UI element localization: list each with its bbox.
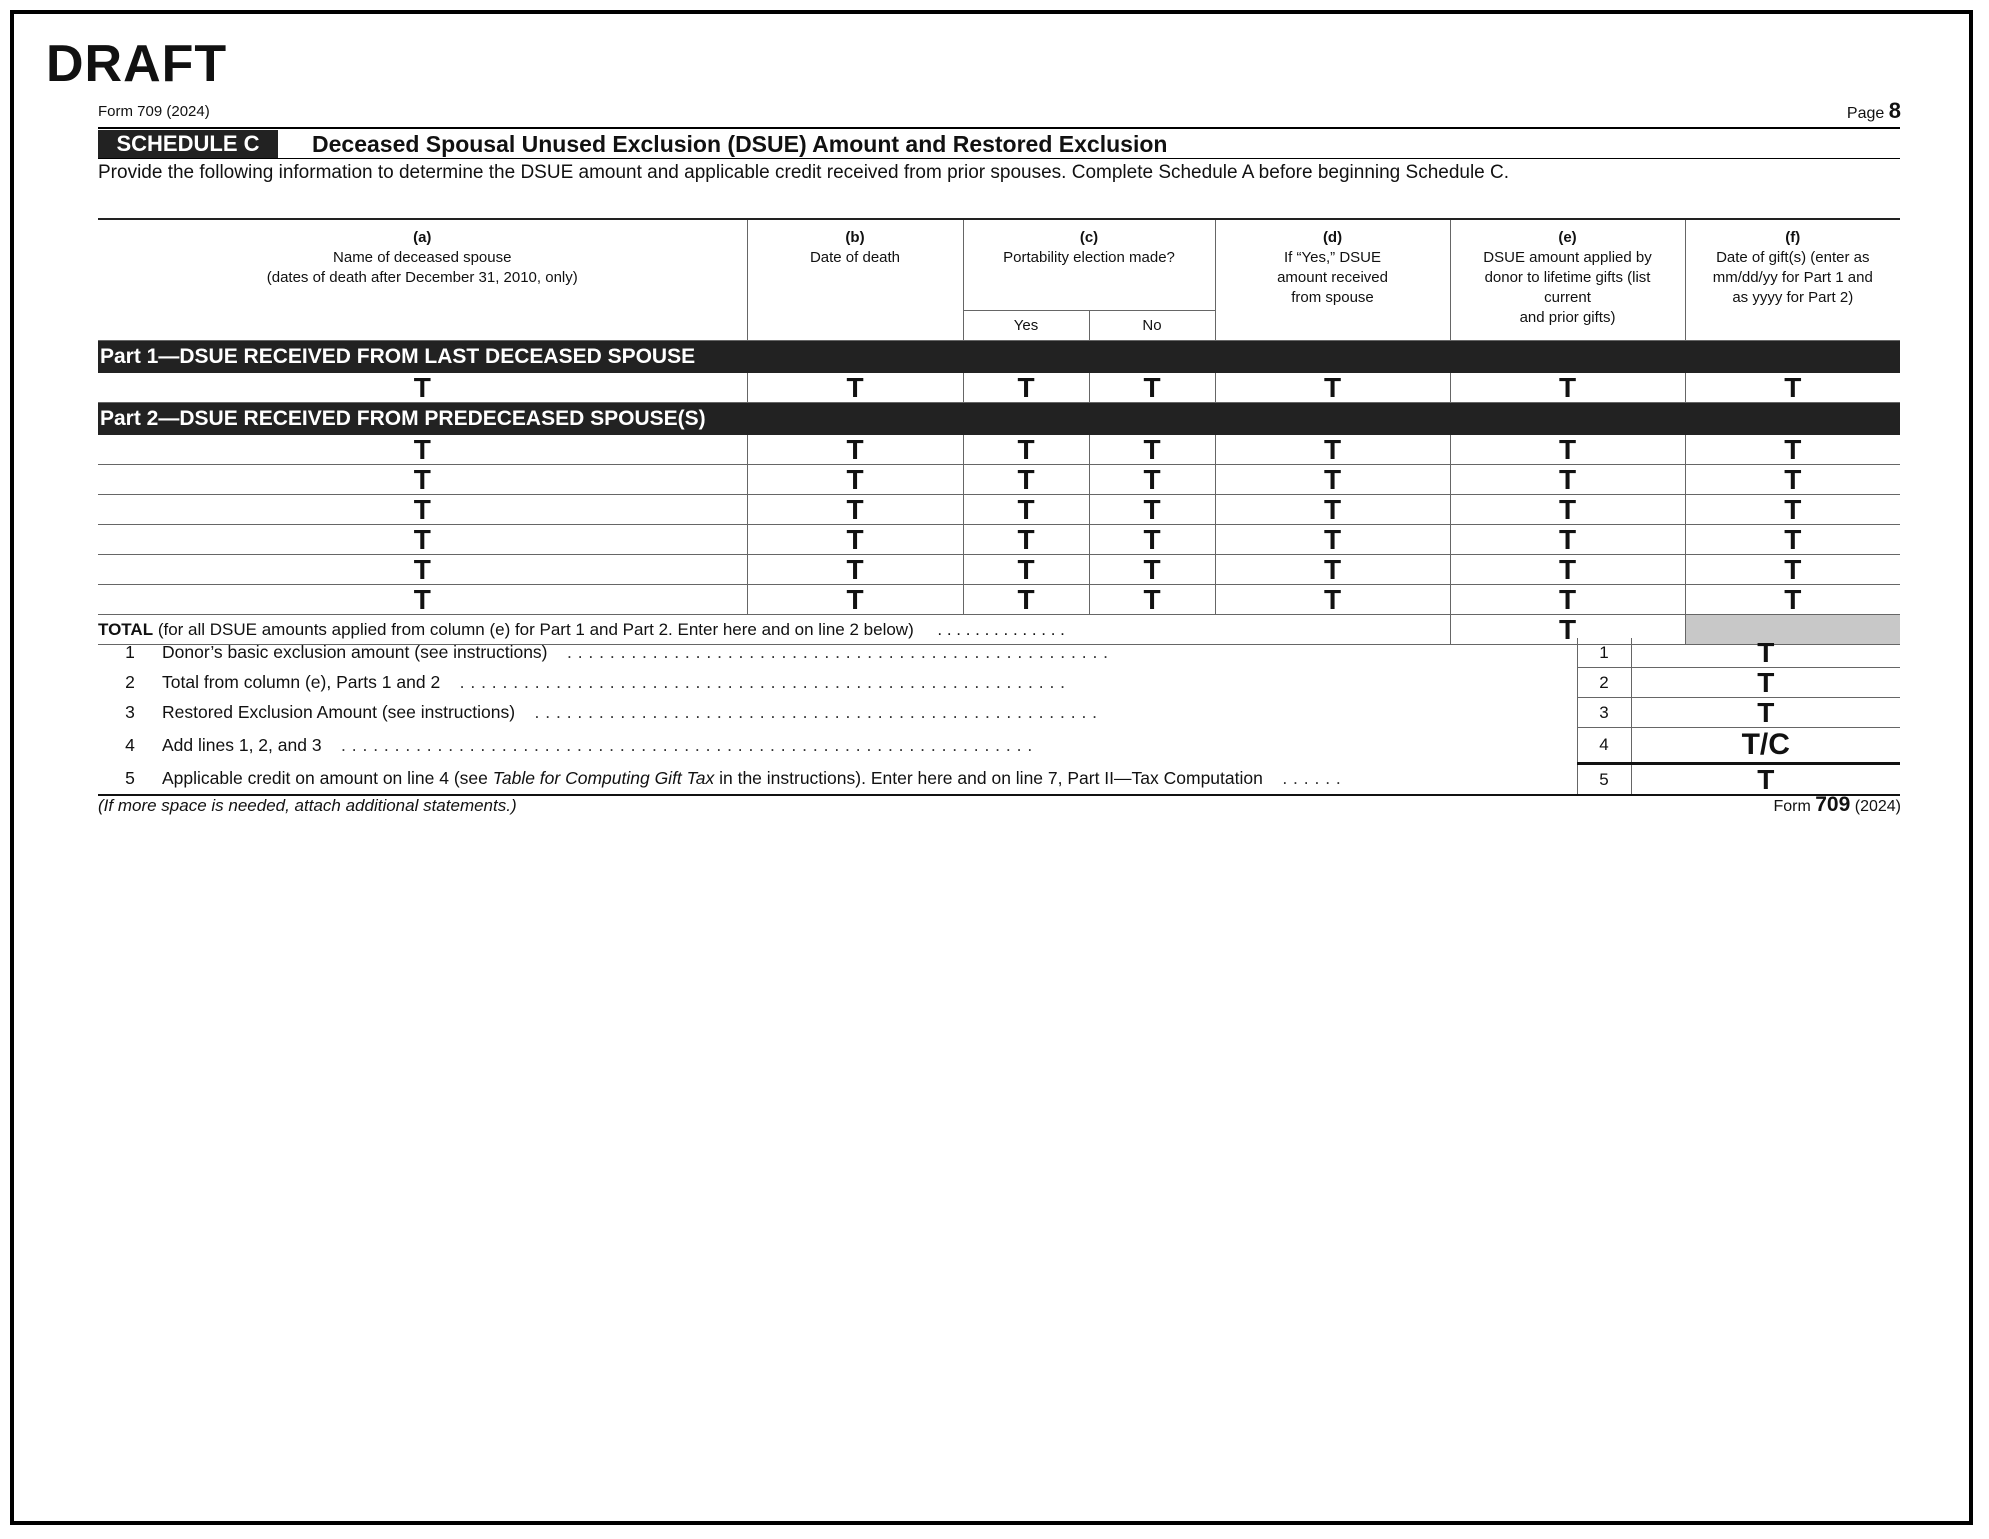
line-3-text: Restored Exclusion Amount (see instructions) . . . . . . . . . . . . . . . . . . . . . . . . . . . . . . . . . . . . . . . . . . . . . . . . . . . . . [162, 702, 1098, 722]
col-f-header: (f) Date of gift(s) (enter as mm/dd/yy for Part 1 and as yyyy for Part 2) [1685, 219, 1900, 341]
computation-lines [98, 638, 1900, 796]
line-1: 1 Donor’s basic exclusion amount (see instructions) . . . . . . . . . . . . . . . . . . . . . . . . . . . . . . . . . . . . . . . . . . . . . . . . . . . 1 T [98, 638, 1900, 668]
col-e-header: (e) DSUE amount applied by donor to lifetime gifts (list current and prior gifts) [1450, 219, 1685, 341]
col-c-no-header: No [1089, 311, 1215, 341]
line-3-field[interactable]: T [1631, 698, 1900, 728]
col-c-yes-header: Yes [963, 311, 1089, 341]
part1-header: Part 1—DSUE RECEIVED FROM LAST DECEASED SPOUSE [98, 341, 1900, 373]
part2-election-no-field[interactable]: T [1089, 495, 1215, 525]
part1-date-of-death-field[interactable]: T [747, 373, 963, 403]
dsue-table [98, 218, 1900, 645]
line-2-text: Total from column (e), Parts 1 and 2 . . . . . . . . . . . . . . . . . . . . . . . . . . . . . . . . . . . . . . . . . . . . . . . . . . . . . . . . . [162, 672, 1066, 692]
part2-date-of-death-field[interactable]: T [747, 585, 963, 615]
draft-watermark: DRAFT [46, 35, 228, 93]
part2-row [98, 585, 1900, 615]
part2-election-no-field[interactable]: T [1089, 435, 1215, 465]
part2-gift-date-field[interactable]: T [1685, 435, 1900, 465]
part2-row [98, 495, 1900, 525]
line-3: 3 Restored Exclusion Amount (see instructions) . . . . . . . . . . . . . . . . . . . . . . . . . . . . . . . . . . . . . . . . . . . . . . . . . . . . . 3 T [98, 698, 1900, 728]
total-label: TOTAL (for all DSUE amounts applied from column (e) for Part 1 and Part 2. Enter here and on line 2 below) . . . . . . . . . . . . . . [98, 615, 1450, 645]
line-2-field[interactable]: T [1631, 668, 1900, 698]
line-5-text: Applicable credit on amount on line 4 (see Table for Computing Gift Tax in the instructions). Enter here and on line 7, Part II—Tax Computation . . . . . . [162, 764, 1577, 796]
part2-election-no-field[interactable]: T [1089, 585, 1215, 615]
part2-row [98, 525, 1900, 555]
page-number: Page 8 [1846, 98, 1901, 123]
part2-dsue-received-field[interactable]: T [1215, 465, 1450, 495]
part2-date-of-death-field[interactable]: T [747, 495, 963, 525]
part2-gift-date-field[interactable]: T [1685, 495, 1900, 525]
line-2-box: 2 [1577, 668, 1631, 698]
part1-gift-date-field[interactable]: T [1685, 373, 1900, 403]
line-1-box: 1 [1577, 638, 1631, 668]
part2-gift-date-field[interactable]: T [1685, 465, 1900, 495]
part2-dsue-received-field[interactable]: T [1215, 525, 1450, 555]
part2-election-no-field[interactable]: T [1089, 525, 1215, 555]
col-d-header: (d) If “Yes,” DSUE amount received from spouse [1215, 219, 1450, 341]
part1-spouse-name-field[interactable]: T [98, 373, 747, 403]
part2-dsue-applied-field[interactable]: T [1450, 555, 1685, 585]
part2-spouse-name-field[interactable]: T [98, 465, 747, 495]
part2-row [98, 465, 1900, 495]
line-1-text: Donor’s basic exclusion amount (see instructions) . . . . . . . . . . . . . . . . . . . . . . . . . . . . . . . . . . . . . . . . . . . . . . . . . . . [162, 642, 1109, 663]
part2-election-no-field[interactable]: T [1089, 555, 1215, 585]
part2-spouse-name-field[interactable]: T [98, 585, 747, 615]
part1-dsue-applied-field[interactable]: T [1450, 373, 1685, 403]
part2-gift-date-field[interactable]: T [1685, 525, 1900, 555]
part2-header: Part 2—DSUE RECEIVED FROM PREDECEASED SPOUSE(S) [98, 403, 1900, 435]
part2-dsue-applied-field[interactable]: T [1450, 435, 1685, 465]
part2-row [98, 435, 1900, 465]
part2-dsue-applied-field[interactable]: T [1450, 465, 1685, 495]
part2-gift-date-field[interactable]: T [1685, 555, 1900, 585]
schedule-intro: Provide the following information to determine the DSUE amount and applicable credit received from prior spouses. Complete Schedule A before beginning Schedule C. [98, 162, 1510, 183]
line-4-text: Add lines 1, 2, and 3 . . . . . . . . . . . . . . . . . . . . . . . . . . . . . . . . . . . . . . . . . . . . . . . . . . . . . . . . . . . . . . . . . [162, 735, 1033, 755]
total-dsue-field[interactable]: T [1450, 615, 1685, 645]
part2-election-yes-field[interactable]: T [963, 435, 1089, 465]
part2-election-yes-field[interactable]: T [963, 465, 1089, 495]
line-3-box: 3 [1577, 698, 1631, 728]
part2-date-of-death-field[interactable]: T [747, 555, 963, 585]
line-5-field[interactable]: T [1631, 764, 1900, 796]
footer-form-label: Form 709 (2024) [1773, 793, 1901, 816]
part2-dsue-received-field[interactable]: T [1215, 495, 1450, 525]
part2-spouse-name-field[interactable]: T [98, 495, 747, 525]
line-4: 4 Add lines 1, 2, and 3 . . . . . . . . . . . . . . . . . . . . . . . . . . . . . . . . . . . . . . . . . . . . . . . . . . . . . . . . . . . . . . . . . 4 T/C [98, 728, 1900, 764]
part2-spouse-name-field[interactable]: T [98, 435, 747, 465]
part2-dsue-applied-field[interactable]: T [1450, 495, 1685, 525]
part1-election-no-field[interactable]: T [1089, 373, 1215, 403]
part2-dsue-applied-field[interactable]: T [1450, 525, 1685, 555]
part2-dsue-applied-field[interactable]: T [1450, 585, 1685, 615]
additional-statements-note: (If more space is needed, attach additional statements.) [98, 796, 517, 815]
part2-spouse-name-field[interactable]: T [98, 555, 747, 585]
col-c-header: (c) Portability election made? [963, 219, 1215, 311]
part2-date-of-death-field[interactable]: T [747, 525, 963, 555]
part2-dsue-received-field[interactable]: T [1215, 555, 1450, 585]
schedule-title: Deceased Spousal Unused Exclusion (DSUE) Amount and Restored Exclusion [312, 131, 1168, 157]
part1-election-yes-field[interactable]: T [963, 373, 1089, 403]
col-a-header: (a) Name of deceased spouse (dates of death after December 31, 2010, only) [98, 219, 747, 341]
line-1-field[interactable]: T [1631, 638, 1900, 668]
schedule-tag: SCHEDULE C [98, 130, 278, 158]
line-2: 2 Total from column (e), Parts 1 and 2 . . . . . . . . . . . . . . . . . . . . . . . . . . . . . . . . . . . . . . . . . . . . . . . . . . . . . . . . . 2 T [98, 668, 1900, 698]
line-5: 5 Applicable credit on amount on line 4 (see Table for Computing Gift Tax in the instructions). Enter here and on line 7, Part II—Tax Computation . . . . . . 5 T [98, 764, 1900, 796]
line-4-field[interactable]: T/C [1631, 728, 1900, 764]
line-5-box: 5 [1577, 764, 1631, 796]
part2-election-yes-field[interactable]: T [963, 495, 1089, 525]
schedule-header [98, 127, 1900, 159]
part2-election-yes-field[interactable]: T [963, 555, 1089, 585]
part2-date-of-death-field[interactable]: T [747, 435, 963, 465]
part2-row [98, 555, 1900, 585]
part2-election-yes-field[interactable]: T [963, 585, 1089, 615]
form-label: Form 709 (2024) [98, 103, 210, 120]
part1-dsue-received-field[interactable]: T [1215, 373, 1450, 403]
part2-election-no-field[interactable]: T [1089, 465, 1215, 495]
part2-spouse-name-field[interactable]: T [98, 525, 747, 555]
part2-election-yes-field[interactable]: T [963, 525, 1089, 555]
part2-gift-date-field[interactable]: T [1685, 585, 1900, 615]
part2-date-of-death-field[interactable]: T [747, 465, 963, 495]
part2-dsue-received-field[interactable]: T [1215, 435, 1450, 465]
line-4-box: 4 [1577, 728, 1631, 764]
part1-row [98, 373, 1900, 403]
part2-dsue-received-field[interactable]: T [1215, 585, 1450, 615]
col-b-header: (b) Date of death [747, 219, 963, 341]
